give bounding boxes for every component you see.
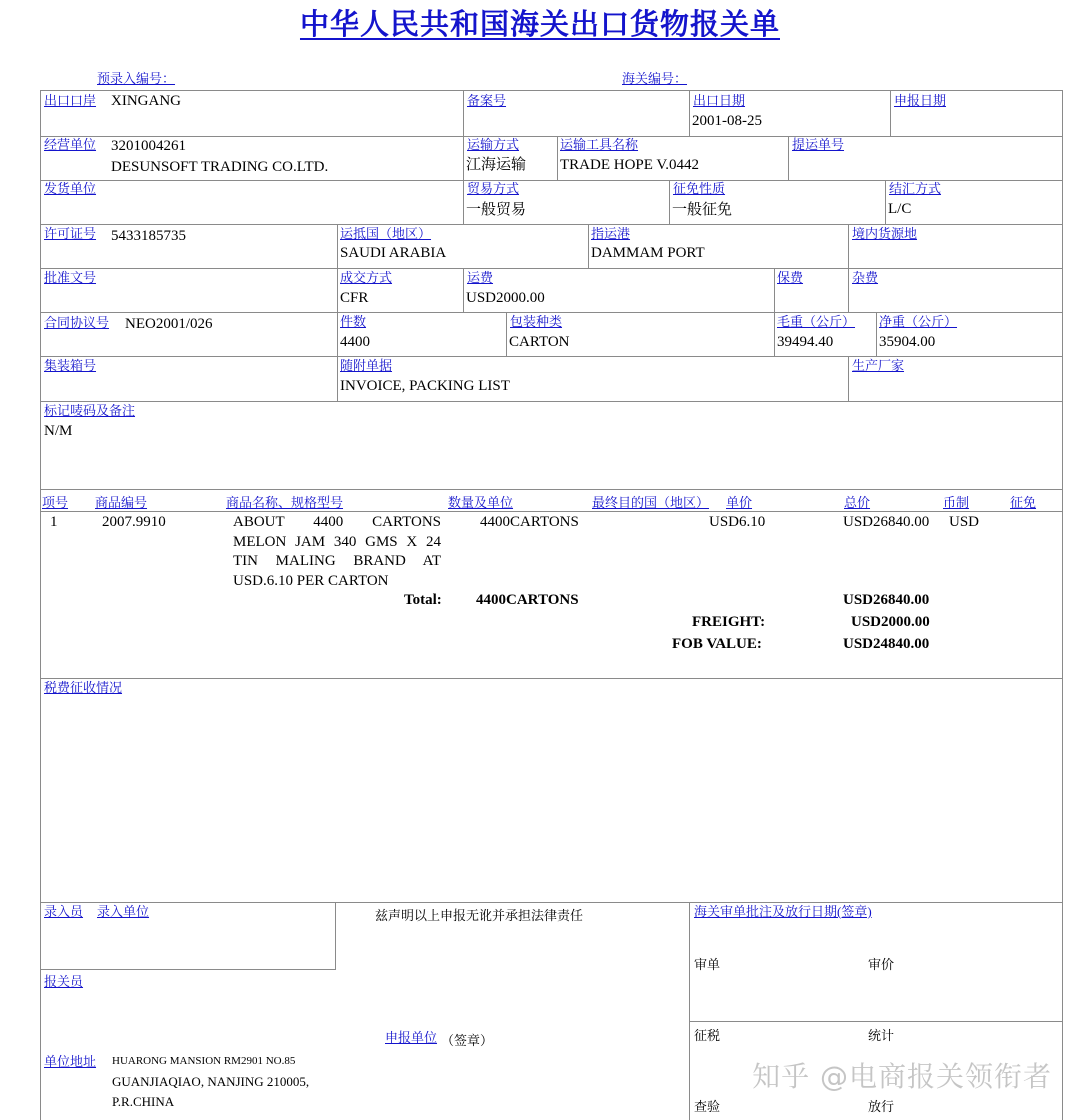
container-no-label[interactable]: 集装箱号 (44, 358, 97, 373)
declare-date-label[interactable]: 申报日期 (894, 93, 947, 108)
settlement-label[interactable]: 结汇方式 (889, 181, 942, 196)
commodity-code: 2007.9910 (102, 514, 166, 530)
seal-label: （签章） (441, 1033, 494, 1048)
commodity-description: ABOUT 4400 CARTONS MELON JAM 340 GMS X 24 TIN MALING BRAND AT USD.6.10 PER CARTON (233, 514, 441, 589)
marks-label[interactable]: 标记唛码及备注 (44, 403, 136, 418)
destination-country-label[interactable]: 运抵国（地区） (340, 226, 432, 241)
trade-mode-value: 一般贸易 (466, 202, 527, 218)
page-title: 中华人民共和国海关出口货物报关单 (299, 9, 780, 41)
net-weight-value: 35904.00 (879, 334, 936, 350)
customs-no-label[interactable]: 海关编号： (622, 71, 688, 86)
destination-port-label[interactable]: 指运港 (591, 226, 631, 241)
export-date-value: 2001-08-25 (692, 113, 762, 129)
item-no: 1 (50, 514, 58, 530)
destination-country-value: SAUDI ARABIA (340, 245, 447, 261)
tax-levy-label[interactable]: 税费征收情况 (44, 680, 123, 695)
vessel-value: TRADE HOPE V.0442 (560, 157, 700, 173)
col-quantity-unit[interactable]: 数量及单位 (448, 495, 514, 510)
col-total-price[interactable]: 总价 (844, 495, 871, 510)
col-destination-country[interactable]: 最终目的国（地区） (592, 495, 710, 510)
declarant-label[interactable]: 申报单位 (385, 1030, 438, 1045)
clerk-unit-label[interactable]: 录入单位 (97, 904, 150, 919)
approval-no-label[interactable]: 批准文号 (44, 270, 97, 285)
export-date-label[interactable]: 出口日期 (693, 93, 746, 108)
destination-port-value: DAMMAM PORT (591, 245, 705, 261)
export-port-value: XINGANG (111, 93, 181, 109)
contract-no-value: NEO2001/026 (125, 316, 213, 332)
freight-value: USD2000.00 (466, 290, 545, 306)
attached-docs-value: INVOICE, PACKING LIST (340, 378, 510, 394)
total-price: USD26840.00 (843, 514, 930, 530)
levy-nature-label[interactable]: 征免性质 (673, 181, 726, 196)
total-amount: USD26840.00 (843, 592, 930, 608)
company-address (112, 1051, 332, 1113)
settlement-value: L/C (888, 201, 912, 217)
address-line-1: HUARONG MANSION RM2901 NO.85 (112, 1055, 296, 1067)
operator-label[interactable]: 经营单位 (44, 137, 97, 152)
goods-source-label[interactable]: 境内货源地 (852, 226, 918, 241)
operator-code: 3201004261 (111, 138, 186, 154)
trade-terms-value: CFR (340, 290, 369, 306)
record-no-label[interactable]: 备案号 (467, 93, 507, 108)
col-commodity-name[interactable]: 商品名称、规格型号 (226, 495, 344, 510)
package-type-value: CARTON (509, 334, 570, 350)
col-levy[interactable]: 征免 (1010, 495, 1037, 510)
freight-total-label: FREIGHT: (692, 614, 766, 630)
address-label[interactable]: 单位地址 (44, 1054, 97, 1069)
pre-entry-label[interactable]: 预录入编号： (97, 71, 176, 86)
vessel-label[interactable]: 运输工具名称 (560, 137, 639, 152)
customs-broker-label[interactable]: 报关员 (44, 974, 84, 989)
transport-mode-value: 江海运输 (466, 157, 527, 173)
address-line-3: P.R.CHINA (112, 1094, 175, 1109)
gross-weight-label[interactable]: 毛重（公斤） (777, 314, 856, 329)
contract-no-label[interactable]: 合同协议号 (44, 315, 110, 330)
inspection-label: 查验 (694, 1099, 721, 1114)
quantity: 4400CARTONS (480, 514, 579, 530)
operator-name: DESUNSOFT TRADING CO.LTD. (111, 159, 329, 175)
col-commodity-code[interactable]: 商品编号 (95, 495, 148, 510)
gross-weight-value: 39494.40 (777, 334, 834, 350)
freight-label[interactable]: 运费 (467, 270, 494, 285)
pieces-value: 4400 (340, 334, 370, 350)
col-item-no[interactable]: 项号 (42, 495, 69, 510)
col-currency[interactable]: 币制 (943, 495, 970, 510)
pieces-label[interactable]: 件数 (340, 314, 367, 329)
attached-docs-label[interactable]: 随附单据 (340, 358, 393, 373)
review-label: 审单 (694, 957, 721, 972)
total-label: Total: (404, 592, 442, 608)
trade-terms-label[interactable]: 成交方式 (340, 270, 393, 285)
release-label: 放行 (868, 1099, 895, 1114)
total-quantity: 4400CARTONS (476, 592, 579, 608)
manufacturer-label[interactable]: 生产厂家 (852, 358, 905, 373)
misc-fee-label[interactable]: 杂费 (852, 270, 879, 285)
license-value: 5433185735 (111, 228, 186, 244)
trade-mode-label[interactable]: 贸易方式 (467, 181, 520, 196)
transport-mode-label[interactable]: 运输方式 (467, 137, 520, 152)
declaration-statement: 兹声明以上申报无讹并承担法律责任 (375, 908, 584, 923)
marks-value: N/M (44, 423, 73, 439)
watermark: 知乎 @电商报关领衔者 (752, 1060, 1052, 1093)
price-review-label: 审价 (868, 957, 895, 972)
statistics-label: 统计 (868, 1028, 895, 1043)
col-unit-price[interactable]: 单价 (726, 495, 753, 510)
currency: USD (949, 514, 980, 530)
levy-nature-value: 一般征免 (672, 202, 733, 218)
shipper-label[interactable]: 发货单位 (44, 181, 97, 196)
insurance-label[interactable]: 保费 (777, 270, 804, 285)
export-port-label[interactable]: 出口口岸 (44, 93, 97, 108)
license-label[interactable]: 许可证号 (44, 226, 97, 241)
fob-label: FOB VALUE: (672, 636, 762, 652)
fob-amount: USD24840.00 (843, 636, 930, 652)
tax-collection-label: 征税 (694, 1028, 721, 1043)
clerk-label[interactable]: 录入员 (44, 904, 84, 919)
address-line-2: GUANJIAQIAO, NANJING 210005, (112, 1073, 310, 1089)
customs-approval-label[interactable]: 海关审单批注及放行日期(签章) (694, 904, 872, 919)
freight-total-amount: USD2000.00 (851, 614, 930, 630)
bl-no-label[interactable]: 提运单号 (792, 137, 845, 152)
net-weight-label[interactable]: 净重（公斤） (879, 314, 958, 329)
package-type-label[interactable]: 包装种类 (510, 314, 563, 329)
unit-price: USD6.10 (709, 514, 766, 530)
